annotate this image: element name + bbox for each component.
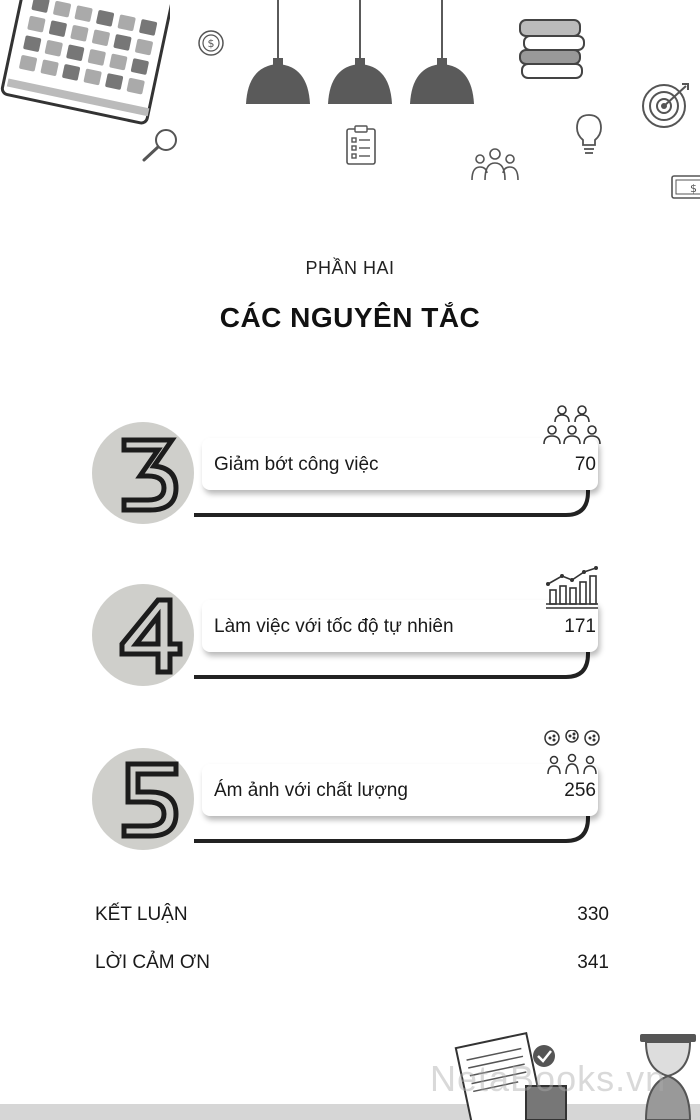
chapter-page-number: 171 xyxy=(564,616,596,637)
part-title: CÁC NGUYÊN TẮC xyxy=(219,302,481,333)
toc-entry-page-number: 341 xyxy=(577,952,609,973)
coin-stack-icon xyxy=(516,14,588,86)
magnifier-icon xyxy=(138,126,182,166)
toc-entry-chapter-3[interactable] xyxy=(90,410,610,520)
svg-text:$: $ xyxy=(207,37,215,50)
hanging-lamps xyxy=(240,0,480,110)
calendar-icon xyxy=(0,0,170,135)
chapter-page-number: 256 xyxy=(564,780,596,801)
toc-entry-label: KẾT LUẬN xyxy=(95,904,188,925)
chapter-title: Ám ảnh với chất lượng xyxy=(214,780,408,801)
clipboard-icon xyxy=(344,124,378,166)
chapter-number-3 xyxy=(118,426,188,522)
watermark: NetaBooks.vn xyxy=(430,1058,667,1099)
bar-chart-growth-icon xyxy=(540,566,604,612)
people-group-icon xyxy=(540,404,604,450)
target-icon xyxy=(640,80,692,130)
team-people-icon xyxy=(470,146,520,182)
toc-entry-label: LỜI CẢM ƠN xyxy=(95,952,210,973)
bottom-band xyxy=(0,1104,700,1120)
lightbulb-icon xyxy=(574,112,604,158)
toc-entry-chapter-5[interactable] xyxy=(90,736,610,846)
chapter-page-number: 70 xyxy=(574,454,596,475)
chapter-number-4 xyxy=(118,588,188,684)
toc-entry-chapter-4[interactable] xyxy=(90,572,610,682)
chapter-number-5 xyxy=(118,752,188,848)
chapter-title: Làm việc với tốc độ tự nhiên xyxy=(214,616,454,637)
dollar-coin-icon xyxy=(196,28,226,58)
part-label: PHẦN HAI xyxy=(305,258,395,278)
toc-entry-page-number: 330 xyxy=(577,904,609,925)
chapter-title: Giảm bớt công việc xyxy=(214,454,379,475)
svg-text:$: $ xyxy=(690,182,697,195)
team-share-icon xyxy=(540,730,604,776)
banknote-icon xyxy=(670,172,700,200)
